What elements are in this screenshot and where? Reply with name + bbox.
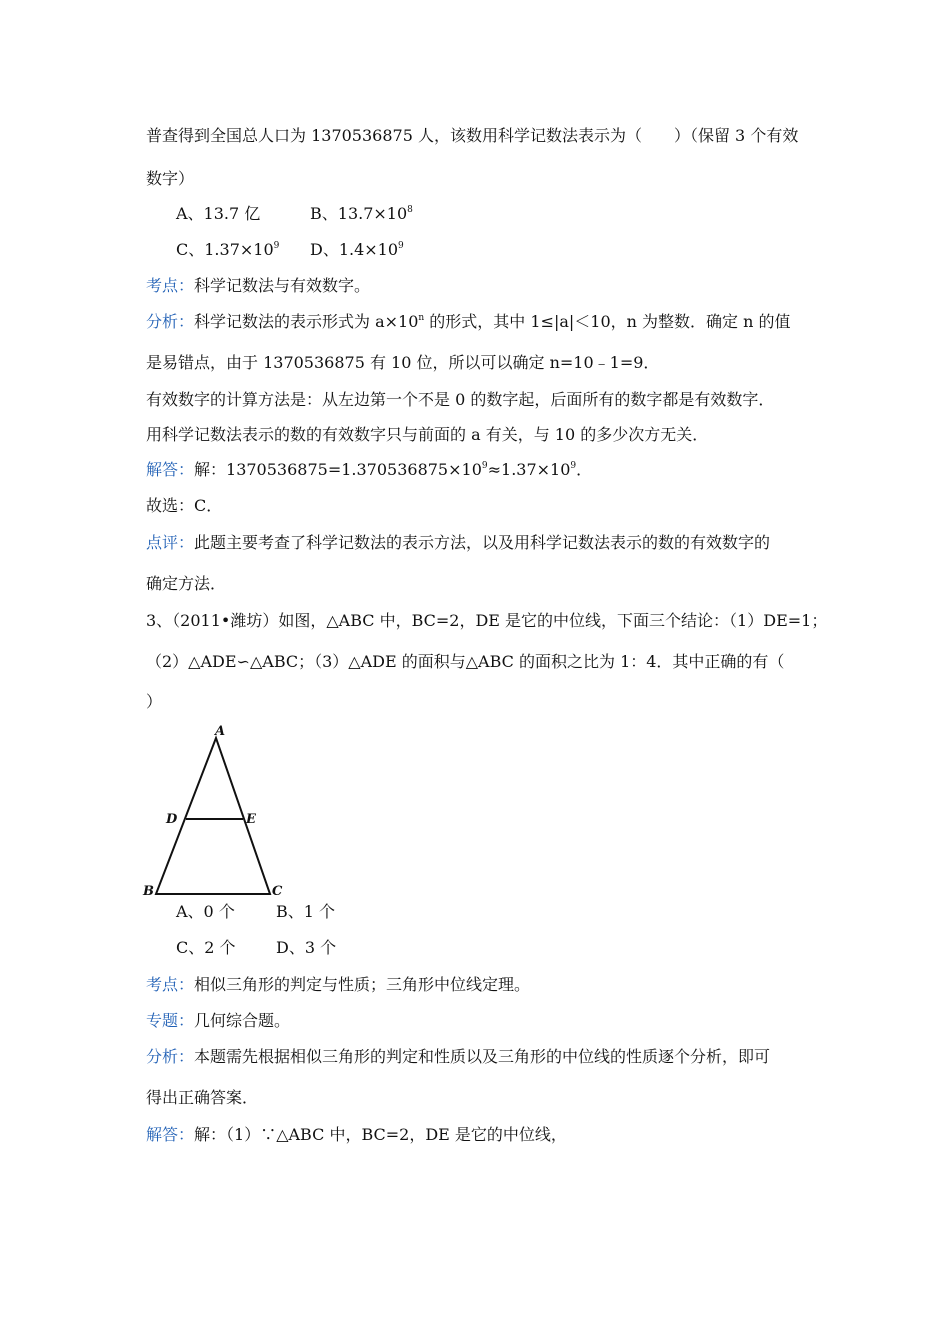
vertex-label-b: B [143, 884, 154, 899]
q2-stem-line2: 数字） [146, 169, 195, 188]
q2-guxuan: 故选：C． [146, 496, 223, 515]
q2-fenxi-label: 分析： [146, 312, 195, 331]
q2-option-c-exp: 9 [273, 241, 280, 251]
q3-fenxi [146, 1046, 770, 1068]
q2-option-c [176, 239, 310, 261]
q3-zhuanti-label: 专题： [146, 1011, 195, 1030]
q2-kaodian-text: 科学记数法与有效数字。 [194, 276, 371, 295]
q2-options-row2 [176, 239, 404, 261]
q2-jieda-exp2: 9 [570, 461, 577, 471]
q3-option-a: A、0 个 [176, 902, 235, 921]
vertex-label-c: C [272, 884, 283, 899]
q3-zhuanti-text: 几何综合题。 [194, 1011, 291, 1030]
q3-stem-line2: （2）△ADE∽△ABC；（3）△ADE 的面积与△ABC 的面积之比为 1：4．其中正确的有（ [146, 652, 785, 671]
q2-option-a: A、13.7 亿 [176, 204, 261, 223]
q3-jieda [146, 1124, 567, 1146]
q3-jieda-1: 解：（1）∵△ABC 中，BC=2，DE 是它的中位线， [194, 1125, 567, 1144]
q2-fenxi-line4: 用科学记数法表示的数的有效数字只与前面的 a 有关，与 10 的多少次方无关． [146, 425, 709, 444]
q3-kaodian [146, 974, 530, 996]
vertex-label-a: A [215, 724, 226, 739]
q3-options-row1 [176, 901, 335, 923]
q2-option-c-base: C、1.37×10 [176, 240, 274, 259]
q2-fenxi-line1 [146, 311, 791, 333]
q3-options-row2 [176, 937, 336, 959]
q2-dianping-line2: 确定方法． [146, 574, 227, 593]
q2-jieda-label: 解答： [146, 460, 195, 479]
q2-fenxi-1a: 科学记数法的表示形式为 a×10 [194, 312, 419, 331]
q2-fenxi-1exp: n [418, 313, 425, 323]
q3-jieda-label: 解答： [146, 1125, 195, 1144]
q2-dianping [146, 532, 770, 554]
q2-jieda-a: 解：1370536875=1.370536875×10 [194, 460, 482, 479]
triangle-figure [140, 724, 300, 900]
q3-fenxi-1: 本题需先根据相似三角形的判定和性质以及三角形的中位线的性质逐个分析，即可 [194, 1047, 771, 1066]
q3-kaodian-label: 考点： [146, 975, 195, 994]
q2-jieda-b: ≈1.37×10 [487, 460, 571, 479]
q2-option-b [310, 204, 413, 223]
q2-option-d [310, 240, 404, 259]
q3-fenxi-label: 分析： [146, 1047, 195, 1066]
point-label-d: D [166, 812, 178, 827]
q3-stem-line3: ） [146, 692, 163, 711]
q2-option-d-exp: 9 [398, 241, 404, 251]
q2-jieda-c: ． [576, 460, 593, 479]
q2-kaodian [146, 275, 370, 297]
q2-option-b-base: B、13.7×10 [310, 204, 408, 223]
q2-jieda-exp1: 9 [481, 461, 488, 471]
q3-kaodian-text: 相似三角形的判定与性质；三角形中位线定理。 [194, 975, 531, 994]
q3-option-c: C、2 个 [176, 938, 236, 957]
point-label-e: E [246, 812, 256, 827]
q2-kaodian-label: 考点： [146, 276, 195, 295]
q2-stem-line1: 普查得到全国总人口为 1370536875 人，该数用科学记数法表示为（ ）（保留 3 个有效 [146, 126, 799, 145]
q2-option-d-base: D、1.4×10 [310, 240, 399, 259]
q2-fenxi-line3: 有效数字的计算方法是：从左边第一个不是 0 的数字起，后面所有的数字都是有效数字． [146, 390, 775, 409]
q3-zhuanti [146, 1010, 290, 1032]
q2-fenxi-1b: 的形式，其中 1≤|a|＜10，n 为整数．确定 n 的值 [424, 312, 791, 331]
q2-jieda [146, 459, 592, 481]
q2-option-b-exp: 8 [407, 205, 413, 215]
q3-fenxi-line2: 得出正确答案． [146, 1088, 259, 1107]
q3-option-d: D、3 个 [276, 938, 337, 957]
q2-dianping-label: 点评： [146, 533, 195, 552]
q2-dianping-1: 此题主要考查了科学记数法的表示方法，以及用科学记数法表示的数的有效数字的 [194, 533, 771, 552]
q3-stem-line1: 3、（2011•潍坊）如图，△ABC 中，BC=2，DE 是它的中位线，下面三个结论：（1）DE=1； [146, 611, 828, 630]
q2-options-row1 [176, 203, 413, 225]
q3-option-b: B、1 个 [276, 902, 336, 921]
q2-fenxi-line2: 是易错点，由于 1370536875 有 10 位，所以可以确定 n=10﹣1=9． [146, 353, 660, 372]
